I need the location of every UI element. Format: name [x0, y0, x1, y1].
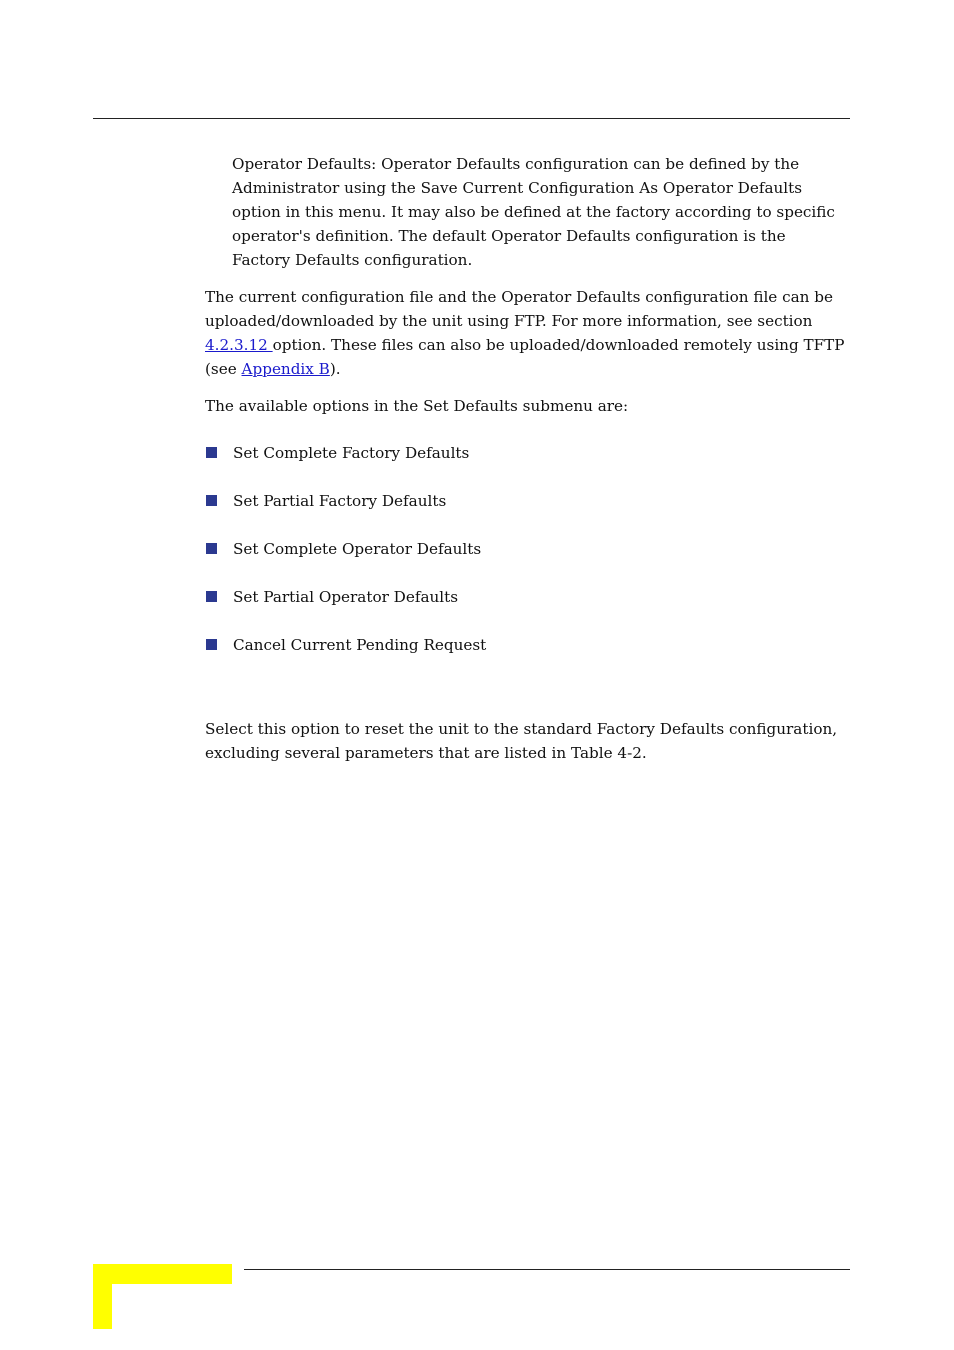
square-bullet-icon [206, 639, 217, 650]
option-label: Cancel Current Pending Request [233, 636, 487, 654]
square-bullet-icon [206, 495, 217, 506]
options-intro-paragraph: The available options in the Set Defaults submenu are: [205, 397, 629, 415]
footer-rule [244, 1269, 850, 1270]
list-item [205, 441, 486, 465]
square-bullet-icon [206, 447, 217, 458]
info-text-2: option. These files can also be uploaded/downloaded remotely using TFTP (see [205, 336, 845, 378]
configuration-file-paragraph [205, 285, 850, 381]
page-tab-marker-vertical [93, 1264, 112, 1329]
operator-defaults-paragraph: Operator Defaults: Operator Defaults configuration can be defined by the Administrator using the Save Current Configuration As Operator Defaults option in this menu. It may also be defined at the factory according to specific operator's definition. The default Operator Defaults configuration is the Factory Defaults configuration. [232, 155, 835, 269]
option-label: Set Complete Operator Defaults [233, 540, 482, 558]
option-label: Set Complete Factory Defaults [233, 444, 470, 462]
page-tab-marker [93, 1264, 232, 1284]
list-item [205, 633, 486, 657]
appendix-link[interactable]: Appendix B [241, 360, 330, 378]
option-label: Set Partial Operator Defaults [233, 588, 459, 606]
list-item [205, 489, 486, 513]
list-item [205, 537, 486, 561]
option-label: Set Partial Factory Defaults [233, 492, 447, 510]
info-text-1: The current configuration file and the Operator Defaults configuration file can be uploaded/downloaded by the unit using FTP. For more information, see section [205, 288, 834, 330]
square-bullet-icon [206, 543, 217, 554]
list-item [205, 585, 486, 609]
header-rule [93, 118, 850, 119]
options-list [205, 441, 486, 681]
section-link[interactable]: 4.2.3.12 [205, 336, 273, 354]
square-bullet-icon [206, 591, 217, 602]
info-text-3: ). [329, 360, 341, 378]
factory-defaults-description: Select this option to reset the unit to the standard Factory Defaults configuration, excluding several parameters that are listed in Table 4-2. [205, 720, 838, 762]
